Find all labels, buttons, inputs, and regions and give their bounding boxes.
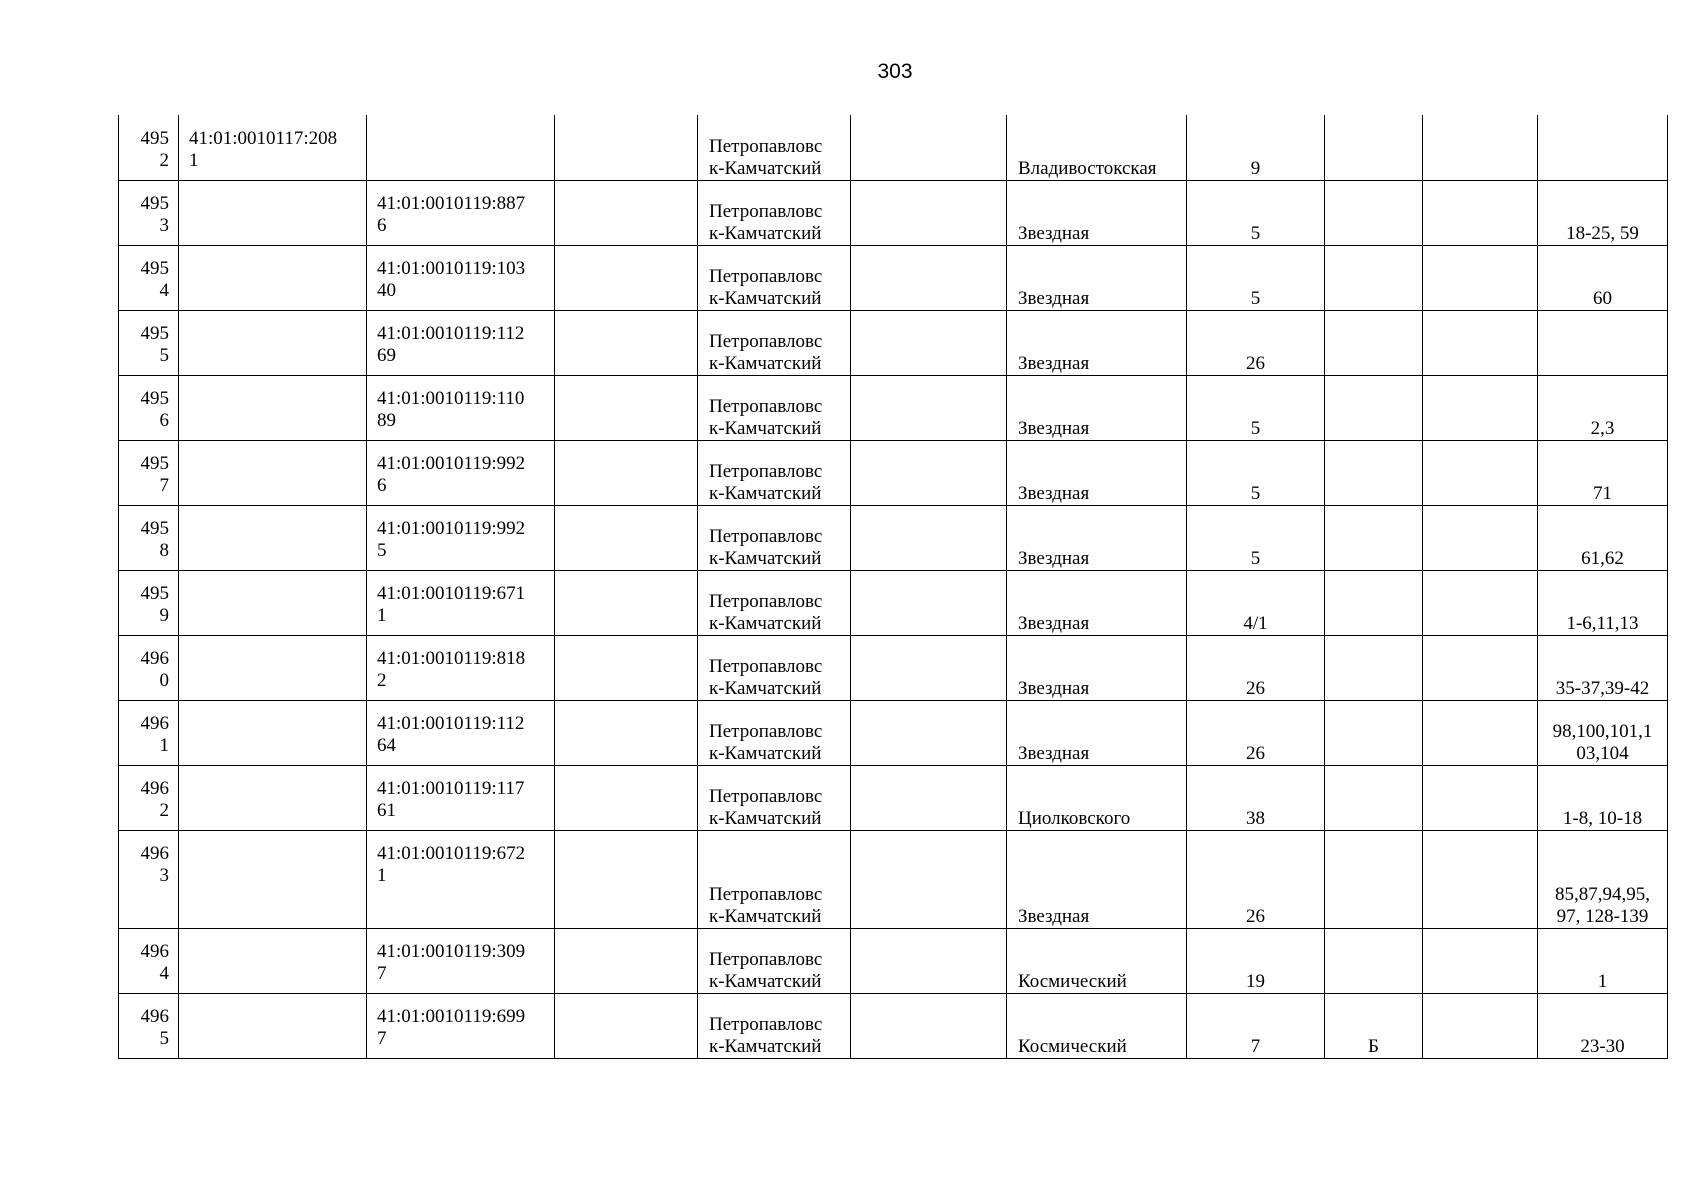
table-row <box>119 766 1668 831</box>
city-text: Петропавловс к-Камчатский <box>709 526 823 569</box>
cadastral-number-a-cell <box>179 506 367 571</box>
table-row <box>119 506 1668 571</box>
row-number-text: 495 3 <box>140 193 169 236</box>
row-number-cell <box>119 246 179 311</box>
cadastral-number-b-text: 41:01:0010119:818 2 <box>377 648 526 691</box>
cadastral-number-b-cell <box>367 376 555 441</box>
empty-cell <box>851 766 1007 831</box>
apartments-cell <box>1538 636 1668 701</box>
street-cell <box>1007 766 1187 831</box>
cadastral-number-b-text: 41:01:0010119:992 5 <box>377 518 526 561</box>
letter-cell <box>1325 181 1423 246</box>
house-number-cell <box>1187 441 1325 506</box>
cadastral-number-b-text: 41:01:0010119:992 6 <box>377 453 526 496</box>
city-cell <box>698 506 851 571</box>
street-text: Космический <box>1018 1036 1127 1057</box>
page-number: 303 <box>877 60 913 83</box>
letter-cell <box>1325 246 1423 311</box>
house-number-cell <box>1187 766 1325 831</box>
city-cell <box>698 116 851 181</box>
apartments-cell <box>1538 766 1668 831</box>
apartments-cell <box>1538 116 1668 181</box>
empty-cell <box>851 929 1007 994</box>
street-text: Звездная <box>1018 353 1090 374</box>
city-text: Петропавловс к-Камчатский <box>709 461 823 504</box>
city-text: Петропавловс к-Камчатский <box>709 656 823 699</box>
empty-cell <box>851 181 1007 246</box>
house-number-text: 38 <box>1246 808 1265 829</box>
cadastral-number-b-cell <box>367 636 555 701</box>
table-row <box>119 311 1668 376</box>
street-text: Циолковского <box>1018 808 1131 829</box>
house-number-cell <box>1187 929 1325 994</box>
house-number-text: 5 <box>1250 483 1261 504</box>
row-number-cell <box>119 929 179 994</box>
row-number-text: 496 4 <box>140 941 169 984</box>
city-text: Петропавловс к-Камчатский <box>709 201 823 244</box>
city-cell <box>698 311 851 376</box>
cadastral-number-b-text: 41:01:0010119:671 1 <box>377 583 526 626</box>
street-text: Звездная <box>1018 548 1090 569</box>
empty-cell <box>1423 441 1538 506</box>
row-number-cell <box>119 571 179 636</box>
street-text: Звездная <box>1018 743 1090 764</box>
apartments-text: 85,87,94,95, 97, 128-139 <box>1555 884 1650 927</box>
row-number-cell <box>119 181 179 246</box>
house-number-text: 26 <box>1246 906 1265 927</box>
cadastral-number-a-cell <box>179 766 367 831</box>
street-cell <box>1007 571 1187 636</box>
row-number-cell <box>119 311 179 376</box>
street-cell <box>1007 994 1187 1059</box>
row-number-text: 495 8 <box>140 518 169 561</box>
house-number-cell <box>1187 994 1325 1059</box>
street-cell <box>1007 441 1187 506</box>
empty-cell <box>555 506 698 571</box>
city-text: Петропавловс к-Камчатский <box>709 266 823 309</box>
empty-cell <box>555 376 698 441</box>
row-number-cell <box>119 376 179 441</box>
row-number-cell <box>119 506 179 571</box>
apartments-cell <box>1538 994 1668 1059</box>
row-number-text: 495 5 <box>140 323 169 366</box>
apartments-text: 71 <box>1593 483 1612 504</box>
empty-cell <box>555 441 698 506</box>
street-cell <box>1007 831 1187 929</box>
empty-cell <box>1423 116 1538 181</box>
letter-cell <box>1325 994 1423 1059</box>
street-text: Звездная <box>1018 906 1090 927</box>
apartments-cell <box>1538 246 1668 311</box>
table-row <box>119 116 1668 181</box>
cadastral-number-b-cell <box>367 929 555 994</box>
empty-cell <box>851 311 1007 376</box>
cadastral-number-b-text: 41:01:0010119:672 1 <box>377 843 526 886</box>
street-cell <box>1007 701 1187 766</box>
empty-cell <box>851 994 1007 1059</box>
letter-cell <box>1325 701 1423 766</box>
empty-cell <box>1423 766 1538 831</box>
street-cell <box>1007 929 1187 994</box>
cadastral-number-a-cell <box>179 246 367 311</box>
registry-table <box>118 115 1668 1059</box>
row-number-text: 495 9 <box>140 583 169 626</box>
empty-cell <box>555 994 698 1059</box>
empty-cell <box>1423 311 1538 376</box>
letter-cell <box>1325 311 1423 376</box>
empty-cell <box>1423 376 1538 441</box>
apartments-cell <box>1538 571 1668 636</box>
cadastral-number-a-cell <box>179 571 367 636</box>
row-number-text: 496 5 <box>140 1006 169 1049</box>
apartments-text: 2,3 <box>1590 418 1615 439</box>
cadastral-number-a-cell <box>179 181 367 246</box>
house-number-text: 26 <box>1246 743 1265 764</box>
street-text: Звездная <box>1018 288 1090 309</box>
city-cell <box>698 636 851 701</box>
empty-cell <box>851 701 1007 766</box>
row-number-text: 495 4 <box>140 258 169 301</box>
letter-text: Б <box>1368 1036 1379 1057</box>
city-cell <box>698 994 851 1059</box>
cadastral-number-b-text: 41:01:0010119:699 7 <box>377 1006 526 1049</box>
cadastral-number-a-cell <box>179 441 367 506</box>
house-number-cell <box>1187 181 1325 246</box>
house-number-cell <box>1187 636 1325 701</box>
apartments-cell <box>1538 831 1668 929</box>
apartments-cell <box>1538 929 1668 994</box>
cadastral-number-b-text: 41:01:0010119:117 61 <box>377 778 525 821</box>
empty-cell <box>1423 701 1538 766</box>
house-number-cell <box>1187 571 1325 636</box>
row-number-cell <box>119 701 179 766</box>
city-text: Петропавловс к-Камчатский <box>709 884 823 927</box>
cadastral-number-a-cell <box>179 994 367 1059</box>
row-number-text: 495 7 <box>140 453 169 496</box>
city-cell <box>698 701 851 766</box>
cadastral-number-a-cell <box>179 701 367 766</box>
street-text: Владивостокская <box>1018 158 1157 179</box>
letter-cell <box>1325 116 1423 181</box>
street-text: Космический <box>1018 971 1127 992</box>
house-number-text: 4/1 <box>1243 613 1268 634</box>
city-text: Петропавловс к-Камчатский <box>709 331 823 374</box>
empty-cell <box>851 246 1007 311</box>
row-number-text: 496 2 <box>140 778 169 821</box>
city-cell <box>698 376 851 441</box>
apartments-cell <box>1538 506 1668 571</box>
letter-cell <box>1325 929 1423 994</box>
city-text: Петропавловс к-Камчатский <box>709 1014 823 1057</box>
street-cell <box>1007 181 1187 246</box>
row-number-text: 495 6 <box>140 388 169 431</box>
empty-cell <box>851 636 1007 701</box>
empty-cell <box>1423 994 1538 1059</box>
cadastral-number-a-text: 41:01:0010117:208 1 <box>189 128 338 171</box>
house-number-text: 5 <box>1250 548 1261 569</box>
house-number-text: 19 <box>1246 971 1265 992</box>
house-number-text: 9 <box>1250 158 1261 179</box>
street-cell <box>1007 311 1187 376</box>
city-text: Петропавловс к-Камчатский <box>709 786 823 829</box>
table-row <box>119 246 1668 311</box>
apartments-text: 98,100,101,1 03,104 <box>1552 721 1653 764</box>
street-text: Звездная <box>1018 223 1090 244</box>
empty-cell <box>555 246 698 311</box>
apartments-text: 60 <box>1593 288 1612 309</box>
house-number-cell <box>1187 311 1325 376</box>
cadastral-number-b-cell <box>367 311 555 376</box>
house-number-text: 5 <box>1250 418 1261 439</box>
letter-cell <box>1325 831 1423 929</box>
city-cell <box>698 766 851 831</box>
cadastral-number-b-text: 41:01:0010119:309 7 <box>377 941 526 984</box>
empty-cell <box>555 831 698 929</box>
table-row <box>119 994 1668 1059</box>
house-number-text: 5 <box>1250 288 1261 309</box>
letter-cell <box>1325 571 1423 636</box>
house-number-text: 26 <box>1246 353 1265 374</box>
empty-cell <box>555 181 698 246</box>
empty-cell <box>555 311 698 376</box>
empty-cell <box>555 766 698 831</box>
street-cell <box>1007 116 1187 181</box>
cadastral-number-b-text: 41:01:0010119:112 64 <box>377 713 525 756</box>
empty-cell <box>1423 929 1538 994</box>
cadastral-number-a-cell <box>179 311 367 376</box>
street-cell <box>1007 376 1187 441</box>
empty-cell <box>1423 571 1538 636</box>
empty-cell <box>1423 506 1538 571</box>
street-cell <box>1007 506 1187 571</box>
house-number-text: 5 <box>1250 223 1261 244</box>
table-row <box>119 441 1668 506</box>
city-text: Петропавловс к-Камчатский <box>709 721 823 764</box>
house-number-cell <box>1187 701 1325 766</box>
city-cell <box>698 246 851 311</box>
empty-cell <box>851 571 1007 636</box>
row-number-cell <box>119 766 179 831</box>
table-row <box>119 701 1668 766</box>
empty-cell <box>1423 831 1538 929</box>
street-text: Звездная <box>1018 418 1090 439</box>
table-row <box>119 376 1668 441</box>
row-number-cell <box>119 441 179 506</box>
row-number-text: 495 2 <box>140 128 169 171</box>
table-row <box>119 929 1668 994</box>
cadastral-number-b-text: 41:01:0010119:887 6 <box>377 193 526 236</box>
cadastral-number-b-text: 41:01:0010119:103 40 <box>377 258 526 301</box>
letter-cell <box>1325 506 1423 571</box>
cadastral-number-b-text: 41:01:0010119:112 69 <box>377 323 525 366</box>
empty-cell <box>851 831 1007 929</box>
cadastral-number-b-cell <box>367 994 555 1059</box>
row-number-cell <box>119 831 179 929</box>
apartments-cell <box>1538 701 1668 766</box>
city-text: Петропавловс к-Камчатский <box>709 591 823 634</box>
house-number-cell <box>1187 246 1325 311</box>
house-number-cell <box>1187 116 1325 181</box>
table-body <box>119 116 1668 1059</box>
apartments-text: 35-37,39-42 <box>1555 678 1650 699</box>
row-number-cell <box>119 636 179 701</box>
apartments-text: 1-6,11,13 <box>1566 613 1639 634</box>
table-row <box>119 571 1668 636</box>
city-cell <box>698 929 851 994</box>
empty-cell <box>851 116 1007 181</box>
table-row <box>119 181 1668 246</box>
city-text: Петропавловс к-Камчатский <box>709 136 823 179</box>
cadastral-number-a-cell <box>179 636 367 701</box>
letter-cell <box>1325 636 1423 701</box>
row-number-cell <box>119 116 179 181</box>
apartments-cell <box>1538 441 1668 506</box>
empty-cell <box>555 701 698 766</box>
apartments-text: 18-25, 59 <box>1566 223 1639 244</box>
letter-cell <box>1325 441 1423 506</box>
row-number-text: 496 0 <box>140 648 169 691</box>
house-number-cell <box>1187 376 1325 441</box>
cadastral-number-b-text: 41:01:0010119:110 89 <box>377 388 525 431</box>
cadastral-number-a-cell <box>179 929 367 994</box>
row-number-text: 496 3 <box>140 843 169 886</box>
city-cell <box>698 181 851 246</box>
empty-cell <box>555 636 698 701</box>
empty-cell <box>851 441 1007 506</box>
cadastral-number-b-cell <box>367 571 555 636</box>
city-cell <box>698 571 851 636</box>
house-number-cell <box>1187 506 1325 571</box>
apartments-text: 1-8, 10-18 <box>1562 808 1643 829</box>
letter-cell <box>1325 766 1423 831</box>
empty-cell <box>555 929 698 994</box>
apartments-cell <box>1538 311 1668 376</box>
city-cell <box>698 441 851 506</box>
table-row <box>119 831 1668 929</box>
street-text: Звездная <box>1018 483 1090 504</box>
street-cell <box>1007 246 1187 311</box>
cadastral-number-b-cell <box>367 441 555 506</box>
row-number-cell <box>119 994 179 1059</box>
apartments-text: 1 <box>1597 971 1608 992</box>
cadastral-number-b-cell <box>367 701 555 766</box>
cadastral-number-a-cell <box>179 376 367 441</box>
apartments-text: 23-30 <box>1580 1036 1625 1057</box>
city-cell <box>698 831 851 929</box>
empty-cell <box>851 506 1007 571</box>
row-number-text: 496 1 <box>140 713 169 756</box>
house-number-cell <box>1187 831 1325 929</box>
house-number-text: 7 <box>1250 1036 1261 1057</box>
cadastral-number-b-cell <box>367 246 555 311</box>
apartments-cell <box>1538 376 1668 441</box>
empty-cell <box>1423 181 1538 246</box>
cadastral-number-b-cell <box>367 116 555 181</box>
street-text: Звездная <box>1018 613 1090 634</box>
house-number-text: 26 <box>1246 678 1265 699</box>
cadastral-number-b-cell <box>367 831 555 929</box>
table-row <box>119 636 1668 701</box>
apartments-text: 61,62 <box>1581 548 1624 569</box>
cadastral-number-a-cell <box>179 116 367 181</box>
cadastral-number-b-cell <box>367 181 555 246</box>
cadastral-number-b-cell <box>367 766 555 831</box>
empty-cell <box>1423 636 1538 701</box>
letter-cell <box>1325 376 1423 441</box>
city-text: Петропавловс к-Камчатский <box>709 949 823 992</box>
empty-cell <box>1423 246 1538 311</box>
empty-cell <box>555 571 698 636</box>
empty-cell <box>851 376 1007 441</box>
empty-cell <box>555 116 698 181</box>
cadastral-number-b-cell <box>367 506 555 571</box>
street-text: Звездная <box>1018 678 1090 699</box>
city-text: Петропавловс к-Камчатский <box>709 396 823 439</box>
cadastral-number-a-cell <box>179 831 367 929</box>
street-cell <box>1007 636 1187 701</box>
apartments-cell <box>1538 181 1668 246</box>
